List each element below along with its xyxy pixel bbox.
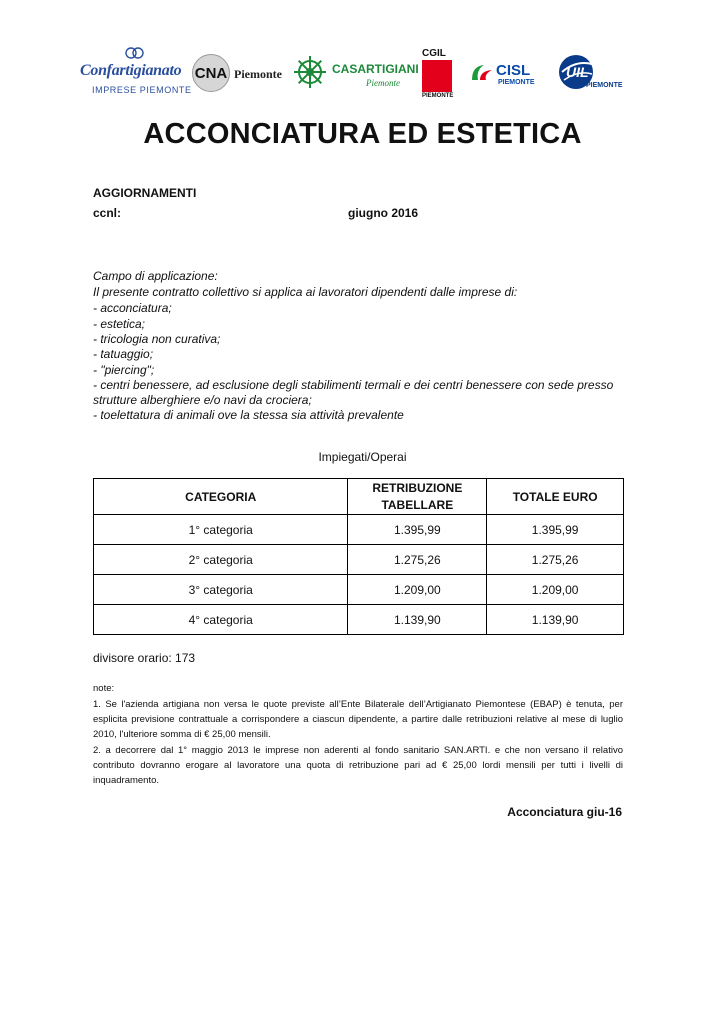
- scope-item: - acconciatura;: [93, 301, 172, 315]
- cgil-sub: PIEMONTE: [422, 93, 454, 99]
- page-title: ACCONCIATURA ED ESTETICA: [143, 118, 582, 150]
- ship-wheel-icon: [292, 54, 328, 90]
- cell-retribuzione: 1.139,90: [348, 605, 487, 635]
- scope-intro: Il presente contratto collettivo si applica ai lavoratori dipendenti dalle imprese di:: [93, 285, 518, 299]
- confartigianato-name: Confartigianato: [80, 62, 182, 79]
- scope-item: - tricologia non curativa;: [93, 332, 221, 346]
- header-retribuzione-tabellare: [348, 479, 487, 515]
- cna-region: Piemonte: [234, 67, 282, 81]
- table-row: [94, 545, 624, 575]
- casartigiani-logo: [292, 54, 419, 95]
- cisl-sub: PIEMONTE: [498, 79, 535, 86]
- cell-totale: 1.395,99: [487, 515, 624, 545]
- header-totale-euro: TOTALE EURO: [487, 479, 624, 515]
- salary-table: [93, 478, 624, 635]
- uil-name: UIL: [566, 64, 589, 80]
- ccnl-label: ccnl:: [93, 206, 122, 220]
- table-caption: Impiegati/Operai: [318, 450, 407, 464]
- cell-totale: 1.209,00: [487, 575, 624, 605]
- cell-categoria: 3° categoria: [94, 575, 348, 605]
- cgil-name: CGIL: [422, 48, 446, 59]
- cisl-name: CISL: [496, 62, 531, 79]
- cgil-logo: [422, 48, 453, 99]
- note-item: 2. a decorrere dal 1° maggio 2013 le imprese non aderenti al fondo sanitario SAN.ARTI. e che non versano il relativo contributo dovranno erogare al lavoratore una quota di retribuzione pari ad € 25,00 lordi mensili per tutti i livelli di inquadramento.: [93, 745, 623, 786]
- cell-totale: 1.139,90: [487, 605, 624, 635]
- header-retribuzione: RETRIBUZIONE: [372, 480, 463, 495]
- logo-strip: [80, 48, 623, 100]
- table-header-row: [94, 479, 624, 515]
- scope-item: - toelettatura di animali ove la stessa sia attività prevalente: [93, 408, 404, 422]
- table-row: [94, 605, 624, 635]
- footer-reference: Acconciatura giu-16: [507, 805, 622, 819]
- aggiornamenti-label: AGGIORNAMENTI: [93, 186, 197, 200]
- header-categoria: CATEGORIA: [94, 479, 348, 515]
- confartigianato-emblem-icon: [124, 46, 146, 60]
- divisore-orario: divisore orario: 173: [93, 651, 196, 665]
- uil-sub: PIEMONTE: [586, 82, 623, 89]
- cell-retribuzione: 1.209,00: [348, 575, 487, 605]
- cgil-red-block: [422, 60, 452, 92]
- casartigiani-sub: Piemonte: [366, 78, 400, 88]
- cisl-emblem-icon: [470, 62, 494, 82]
- table-row: [94, 515, 624, 545]
- notes-label: note:: [93, 683, 115, 694]
- confartigianato-sub: IMPRESE PIEMONTE: [92, 85, 192, 95]
- scope-item: strutture alberghiere e/o navi da crociera;: [93, 393, 312, 407]
- cell-totale: 1.275,26: [487, 545, 624, 575]
- cell-retribuzione: 1.395,99: [348, 515, 487, 545]
- cell-categoria: 1° categoria: [94, 515, 348, 545]
- cell-categoria: 2° categoria: [94, 545, 348, 575]
- cell-retribuzione: 1.275,26: [348, 545, 487, 575]
- cna-logo: [192, 54, 282, 92]
- scope-item: - centri benessere, ad esclusione degli stabilimenti termali e dei centri benessere con sede presso: [93, 378, 614, 392]
- casartigiani-name: CASARTIGIANI: [332, 62, 419, 76]
- scope-item: - estetica;: [93, 317, 146, 331]
- header-tabellare: TABELLARE: [381, 497, 454, 512]
- cell-categoria: 4° categoria: [94, 605, 348, 635]
- scope-heading: Campo di applicazione:: [93, 269, 218, 283]
- scope-item: - tatuaggio;: [93, 347, 154, 361]
- scope-item: - "piercing";: [93, 363, 155, 377]
- note-item: 1. Se l'azienda artigiana non versa le quote previste all’Ente Bilaterale dell’Artigianato Piemontese (EBAP) è tenuta, per esplicita previsione contrattuale a corrispondere a ciascun dipendente, a partire dalle retribuzioni relative al mese di luglio 2010, l'ulteriore somma di € 25,00 mensili.: [93, 699, 623, 740]
- uil-logo: [558, 52, 623, 97]
- table-row: [94, 575, 624, 605]
- cna-mark: CNA: [192, 54, 230, 92]
- ccnl-date: giugno 2016: [348, 206, 419, 220]
